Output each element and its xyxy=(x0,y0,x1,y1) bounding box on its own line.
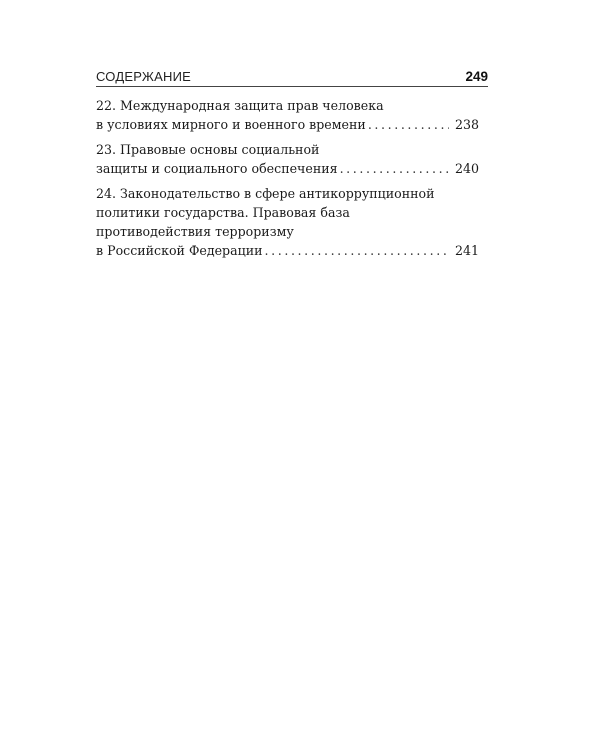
toc-page-number: 238 xyxy=(454,117,479,132)
toc-entry-23 xyxy=(96,140,479,178)
toc-entry-title-line: политики государства. Правовая база xyxy=(96,205,350,220)
toc-entry-title-line: 24. Законодательство в сфере антикоррупционной xyxy=(96,186,435,201)
toc-entry-22 xyxy=(96,96,479,134)
dot-leader xyxy=(263,241,449,260)
toc-entry-last-line xyxy=(96,241,479,260)
header-rule xyxy=(96,86,488,87)
toc-page-number: 240 xyxy=(454,161,479,176)
dot-leader xyxy=(366,115,449,134)
toc-entry-title-line: в Российской Федерации xyxy=(96,243,263,258)
toc-entry-last-line xyxy=(96,115,479,134)
toc-entry-24 xyxy=(96,184,479,260)
toc-entry-title-line: в условиях мирного и военного времени xyxy=(96,117,366,132)
toc-entry-last-line xyxy=(96,159,479,178)
toc-entry-title-line: защиты и социального обеспечения xyxy=(96,161,338,176)
toc-entry-title-line: 22. Международная защита прав человека xyxy=(96,98,384,113)
dot-leader xyxy=(338,159,449,178)
running-header-title: СОДЕРЖАНИЕ xyxy=(96,69,192,84)
toc-entry-title-line: противодействия терроризму xyxy=(96,224,294,239)
toc-entry-title-line: 23. Правовые основы социальной xyxy=(96,142,320,157)
table-of-contents xyxy=(96,96,479,266)
toc-page-number: 241 xyxy=(454,243,479,258)
page-number: 249 xyxy=(465,69,488,84)
running-header xyxy=(96,64,488,84)
